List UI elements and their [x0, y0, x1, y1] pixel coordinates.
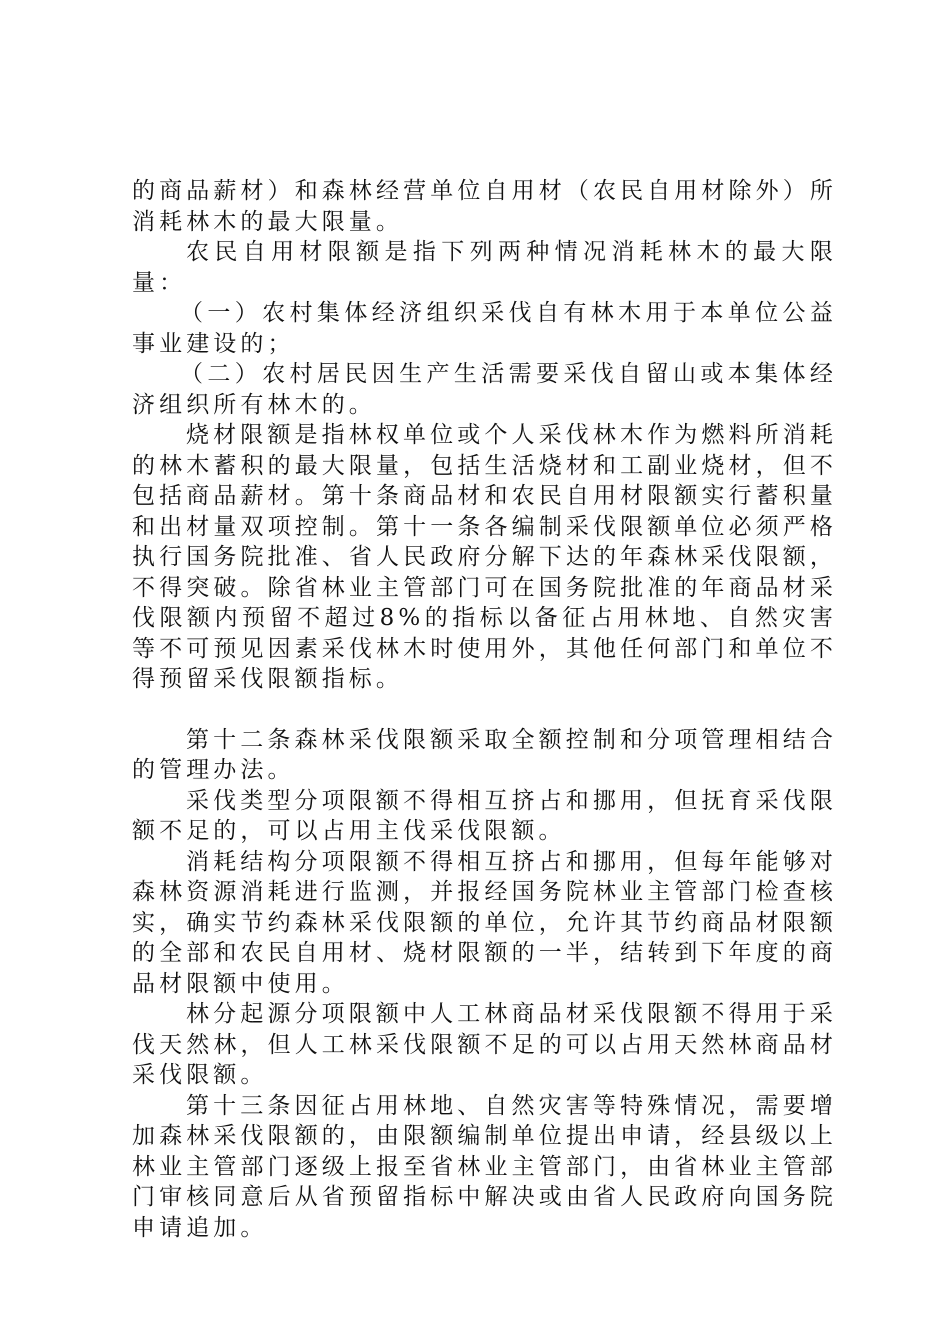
paragraph-stand-origin-quota: 林分起源分项限额中人工林商品材采伐限额不得用于采伐天然林，但人工林采伐限额不足的可以占用天然林商品材采伐限额。	[132, 1001, 837, 1088]
document-body	[132, 176, 837, 1243]
paragraph-item-two: （二）农村居民因生产生活需要采伐自留山或本集体经济组织所有林木的。	[132, 361, 837, 418]
paragraph-harvest-type-quota: 采伐类型分项限额不得相互挤占和挪用，但抚育采伐限额不足的，可以占用主伐采伐限额。	[132, 787, 837, 844]
paragraph-consumption-structure-quota: 消耗结构分项限额不得相互挤占和挪用，但每年能够对森林资源消耗进行监测，并报经国务院林业主管部门检查核实，确实节约森林采伐限额的单位，允许其节约商品材限额的全部和农民自用材、烧材限额的一半，结转到下年度的商品材限额中使用。	[132, 848, 837, 997]
paragraph-fuelwood-quota: 烧材限额是指林权单位或个人采伐林木作为燃料所消耗的林木蓄积的最大限量，包括生活烧材和工副业烧材，但不包括商品薪材。第十条商品材和农民自用材限额实行蓄积量和出材量双项控制。第十一条各编制采伐限额单位必须严格执行国务院批准、省人民政府分解下达的年森林采伐限额，不得突破。除省林业主管部门可在国务院批准的年商品材采伐限额内预留不超过8%的指标以备征占用林地、自然灾害等不可预见因素采伐林木时使用外，其他任何部门和单位不得预留采伐限额指标。	[132, 422, 837, 692]
paragraph-article-thirteen: 第十三条因征占用林地、自然灾害等特殊情况，需要增加森林采伐限额的，由限额编制单位提出申请，经县级以上林业主管部门逐级上报至省林业主管部门，由省林业主管部门审核同意后从省预留指标中解决或由省人民政府向国务院申请追加。	[132, 1092, 837, 1241]
paragraph-item-one: （一）农村集体经济组织采伐自有林木用于本单位公益事业建设的；	[132, 300, 837, 357]
paragraph-continuation: 的商品薪材）和森林经营单位自用材（农民自用材除外）所消耗林木的最大限量。	[132, 178, 837, 235]
paragraph-article-twelve: 第十二条森林采伐限额采取全额控制和分项管理相结合的管理办法。	[132, 726, 837, 783]
paragraph-farmer-quota-definition: 农民自用材限额是指下列两种情况消耗林木的最大限量：	[132, 239, 837, 296]
